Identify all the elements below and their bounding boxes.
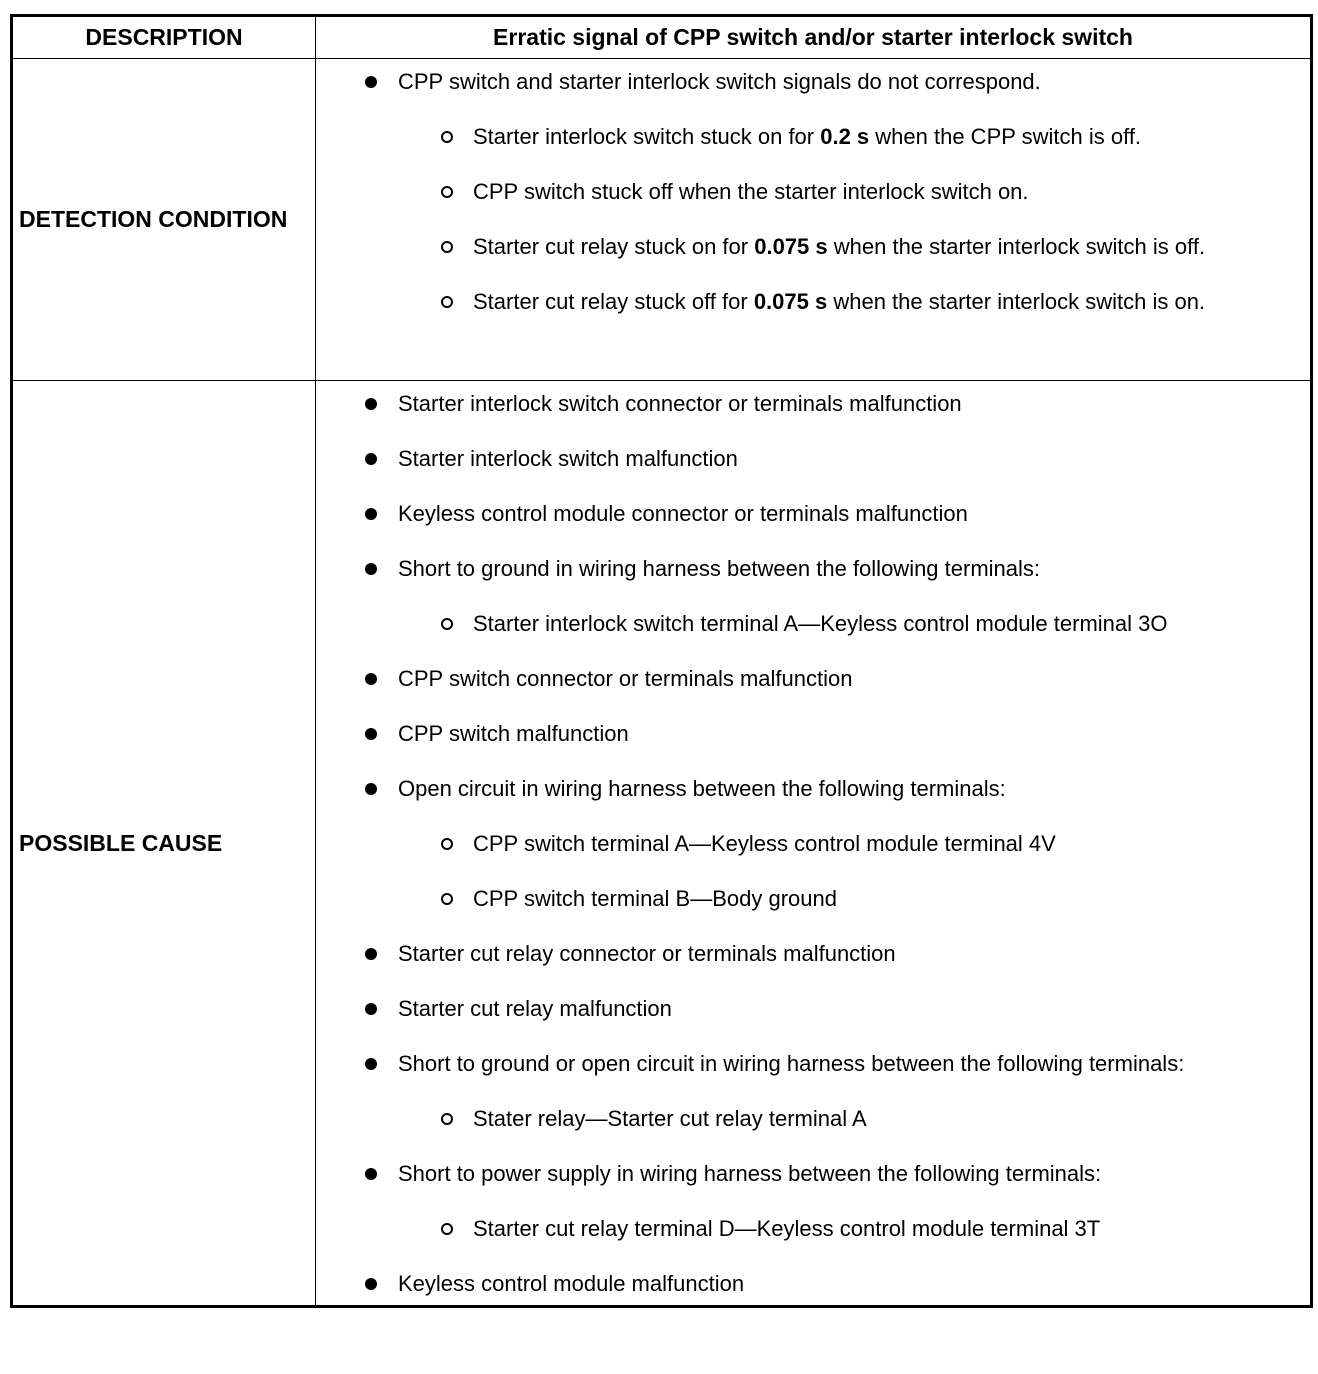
dtc-table [10, 14, 1313, 1308]
list-item: Starter interlock switch connector or terminals malfunction [316, 389, 1310, 419]
list-item: Stater relay—Starter cut relay terminal A [316, 1104, 1310, 1134]
table-title: Erratic signal of CPP switch and/or starter interlock switch [316, 16, 1312, 59]
list-item: Short to ground in wiring harness between the following terminals: [316, 554, 1310, 584]
detection-content [316, 59, 1312, 381]
list-item: Starter interlock switch terminal A—Keyless control module terminal 3O [316, 609, 1310, 639]
list-item: CPP switch connector or terminals malfunction [316, 664, 1310, 694]
list-item: Short to power supply in wiring harness between the following terminals: [316, 1159, 1310, 1189]
list-item: CPP switch terminal B—Body ground [316, 884, 1310, 914]
possible-cause-label: POSSIBLE CAUSE [12, 381, 316, 1307]
list-item: Starter cut relay stuck off for 0.075 s when the starter interlock switch is on. [316, 287, 1310, 317]
cause-row [12, 381, 1312, 1307]
header-row [12, 16, 1312, 59]
list-item: Starter interlock switch malfunction [316, 444, 1310, 474]
detection-row [12, 59, 1312, 381]
list-item: CPP switch stuck off when the starter interlock switch on. [316, 177, 1310, 207]
list-item: Starter cut relay connector or terminals malfunction [316, 939, 1310, 969]
detection-condition-label: DETECTION CONDITION [12, 59, 316, 381]
list-item: Starter cut relay malfunction [316, 994, 1310, 1024]
list-item: Open circuit in wiring harness between the following terminals: [316, 774, 1310, 804]
list-item: Starter cut relay terminal D—Keyless control module terminal 3T [316, 1214, 1310, 1244]
document-table [10, 14, 1310, 1364]
list-item: Starter interlock switch stuck on for 0.2 s when the CPP switch is off. [316, 122, 1310, 152]
description-header: DESCRIPTION [12, 16, 316, 59]
cause-content [316, 381, 1312, 1307]
list-item: CPP switch malfunction [316, 719, 1310, 749]
list-item: Keyless control module connector or terminals malfunction [316, 499, 1310, 529]
list-item: Starter cut relay stuck on for 0.075 s when the starter interlock switch is off. [316, 232, 1310, 262]
list-item: CPP switch and starter interlock switch signals do not correspond. [316, 67, 1310, 97]
list-item: CPP switch terminal A—Keyless control module terminal 4V [316, 829, 1310, 859]
list-item: Short to ground or open circuit in wiring harness between the following terminals: [316, 1049, 1310, 1079]
list-item: Keyless control module malfunction [316, 1269, 1310, 1299]
